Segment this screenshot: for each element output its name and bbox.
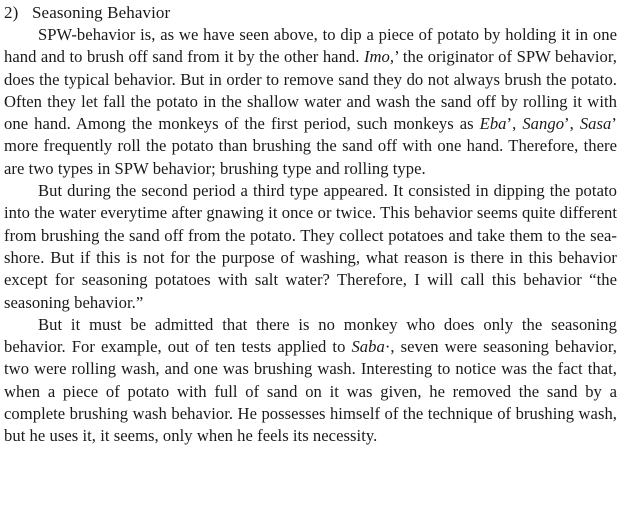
monkey-name: Eba [479, 114, 507, 134]
text-segment: But during the second period a third type appeared. It consisted in dipping the potato into the water everytime after gnawing it once or twice. This behavior seems quite different from brushing the sand off from the potato. They collect potatoes and take them to the sea-shore. But if this is not for the purpose of washing, what reason is there in this behavior except for seasoning potatoes with salt water? Therefore, I will call this behavior “the seasoning behavior.” [4, 181, 617, 312]
text-segment: ’ more frequently roll the potato than brushing the sand off with one hand. Therefore, there are two types in SPW behavior; brushing type and rolling type. [4, 114, 617, 178]
monkey-name: Imo, [363, 47, 395, 67]
monkey-name: Sasa [579, 114, 612, 134]
paragraph-2 [4, 180, 617, 314]
monkey-name: Sango [522, 114, 565, 134]
paragraph-1 [4, 24, 617, 180]
section-heading [4, 2, 617, 24]
text-segment: ’, [506, 114, 523, 134]
text-segment: ’ the originator of SPW behavior, does the typical behavior. But in order to remove sand they do not always brush the potato. Often they let fall the potato in the shallow water and wash the sand off by rolling it with one hand. Among the monkeys of the first period, such monkeys as [4, 47, 617, 134]
text-segment: SPW-behavior is, as we have seen above, to dip a piece of potato by holding it in one hand and to brush off sand from it by the other hand. [4, 25, 617, 67]
text-segment: But it must be admitted that there is no monkey who does only the seasoning behavior. For example, out of ten tests applied to [4, 314, 617, 357]
text-segment: ’, [564, 114, 580, 134]
paragraph-3 [4, 314, 617, 448]
section-title: Seasoning Behavior [32, 3, 171, 22]
section-number: 2) [4, 3, 19, 22]
text-segment: ·, seven were seasoning behavior, two were rolling wash, and one was brushing wash. Interesting to notice was the fact that, when a piece of potato with full of sand on it was given, he removed the sand by a complete brushing wash behavior. He possesses himself of the technique of brushing wash, but he uses it, it seems, only when he feels its necessity. [4, 337, 617, 446]
monkey-name: Saba [351, 337, 385, 357]
